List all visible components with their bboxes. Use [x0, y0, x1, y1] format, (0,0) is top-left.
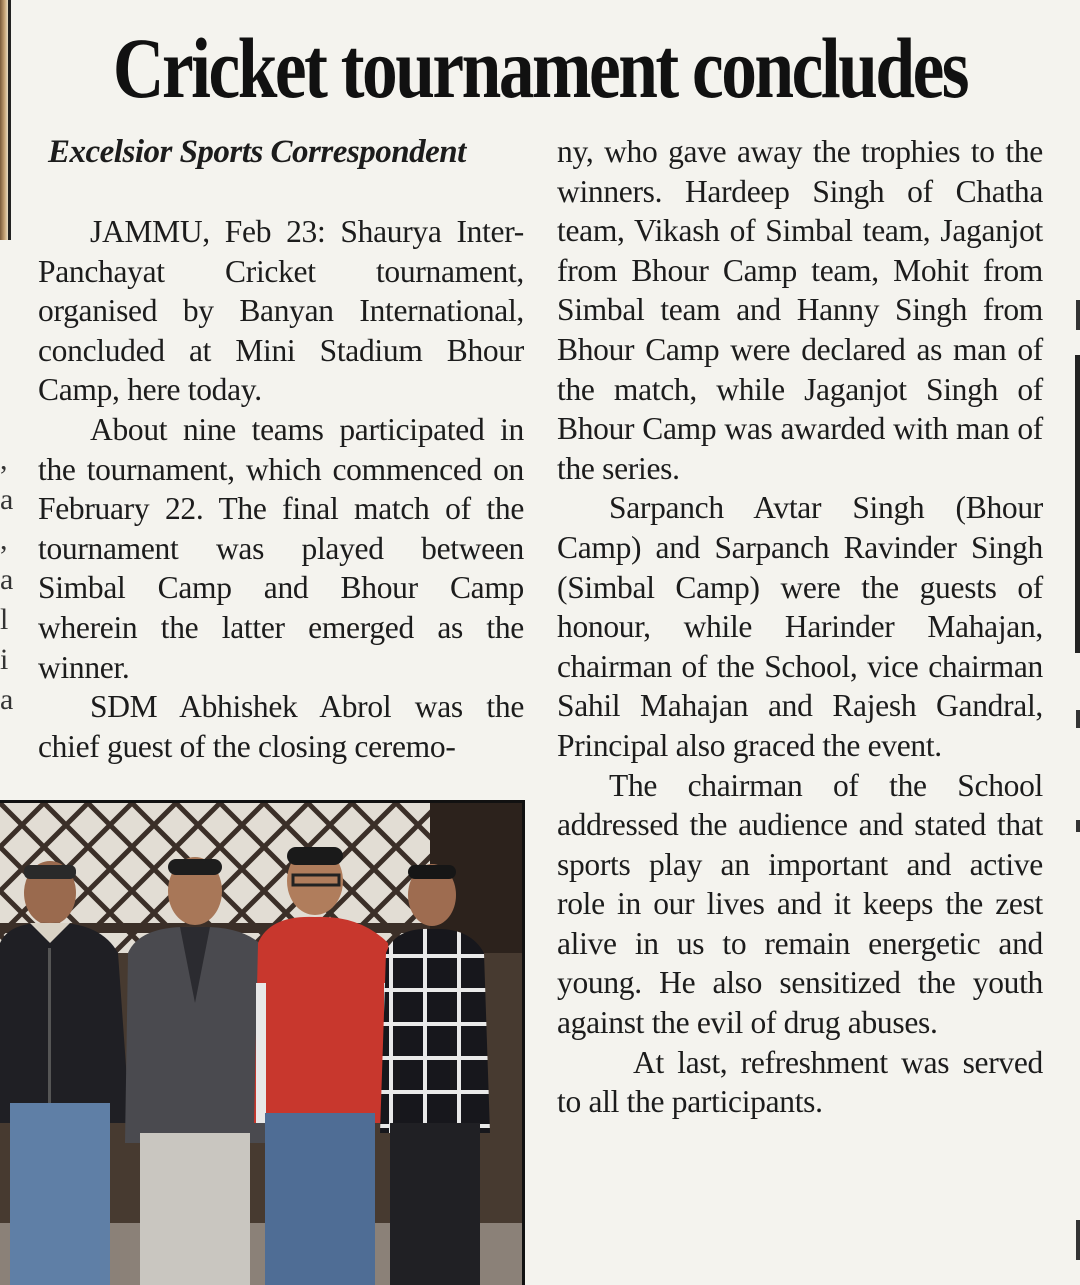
fragment: i [0, 643, 9, 676]
paragraph: SDM Abhishek Abrol was the chief guest of the closing ceremo- [38, 689, 524, 764]
paragraph: JAMMU, Feb 23: Shaurya Inter-Panchayat Cricket tournament, organised by Banyan International, concluded at Mini Stadium Bhour Camp, here today. [38, 214, 524, 408]
fragment: a [0, 683, 14, 716]
fragment: , [0, 443, 8, 476]
paragraph: At last, refreshment was served to all the participants. [557, 1044, 1043, 1120]
headline: Cricket tournament concludes [112, 20, 968, 116]
event-photo [0, 800, 525, 1285]
article-column-2 [557, 132, 1043, 1122]
paragraph: The chairman of the School addressed the audience and stated that sports play an important and active role in our lives and it keeps the zest alive in us to remain energetic and young. He also sensitized the youth against the evil of drug abuses. [557, 767, 1043, 1041]
adjacent-photo-edge [0, 0, 11, 240]
four-men-photo-illustration [0, 803, 522, 1285]
fragment: , [0, 523, 8, 556]
paragraph: ny, who gave away the trophies to the winners. Hardeep Singh of Chatha team, Vikash of Simbal team, Jaganjot from Bhour Camp team, Mohit from Simbal team and Hanny Singh from Bhour Camp were declared as man of the match, while Jaganjot Singh of Bhour Camp was awarded with man of the series. [557, 134, 1043, 486]
adjacent-column-fragments [0, 440, 14, 720]
paragraph: About nine teams participated in the tournament, which commenced on February 22. The final match of the tournament was played between Simbal Camp and Bhour Camp wherein the latter emerged as the winner. [38, 411, 524, 685]
fragment: a [0, 563, 14, 596]
fragment: l [0, 603, 9, 636]
right-edge-marks [1076, 290, 1080, 1190]
byline: Excelsior Sports Correspondent [48, 134, 466, 170]
article-column-1 [38, 212, 524, 766]
paragraph: Sarpanch Avtar Singh (Bhour Camp) and Sarpanch Ravinder Singh (Simbal Camp) were the guests of honour, while Harinder Mahajan, chairman of the School, vice chairman Sahil Mahajan and Rajesh Gandral, Principal also graced the event. [557, 490, 1043, 763]
fragment: a [0, 483, 14, 516]
